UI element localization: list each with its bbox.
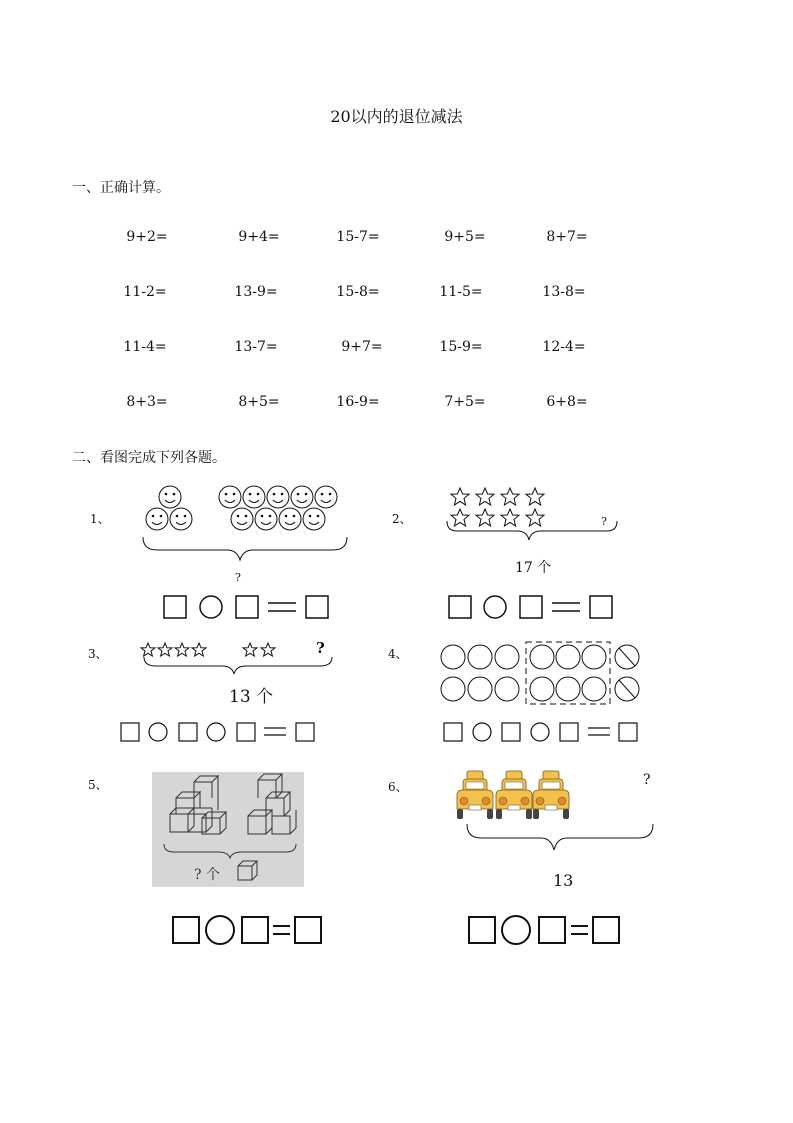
calc-item: 9+2= <box>126 229 168 245</box>
q5-equation <box>173 916 321 944</box>
q6-equation <box>469 916 619 944</box>
calc-item: 15-9= <box>439 339 483 355</box>
calc-item: 11-5= <box>439 284 483 300</box>
q3-number: 3、 <box>88 647 108 661</box>
calc-item: 16-9= <box>336 394 380 410</box>
q1-smileys <box>146 486 337 530</box>
q1-question-mark: ? <box>235 571 241 584</box>
q1-number: 1、 <box>90 512 110 526</box>
q2-number: 2、 <box>392 512 412 526</box>
calc-item: 9+7= <box>341 339 383 355</box>
calc-item: 13-8= <box>542 284 586 300</box>
q6-number: 6、 <box>388 780 408 794</box>
calc-item: 13-7= <box>234 339 278 355</box>
calc-item: 15-8= <box>336 284 380 300</box>
q1-equation <box>164 596 328 618</box>
q6-taxis <box>457 771 569 819</box>
calc-item: 8+3= <box>126 394 168 410</box>
page-title: 20以内的退位减法 <box>330 107 463 126</box>
calc-item: 11-4= <box>123 339 167 355</box>
q4-number: 4、 <box>388 647 408 661</box>
q3-brace <box>144 657 332 674</box>
q2-equation <box>449 596 612 618</box>
q6-question-mark: ? <box>643 772 651 788</box>
q3-stars <box>141 643 275 656</box>
q4-circles <box>441 642 639 704</box>
q5-number: 5、 <box>88 778 108 792</box>
q5-caption: ? 个 <box>194 867 220 883</box>
section-2-heading: 二、看图完成下列各题。 <box>72 450 226 466</box>
q5-picture <box>152 772 304 887</box>
calc-item: 11-2= <box>123 284 167 300</box>
section-1-heading: 一、正确计算。 <box>72 180 170 196</box>
calc-item: 9+4= <box>238 229 280 245</box>
calc-item: 6+8= <box>546 394 588 410</box>
q6-total: 13 <box>553 871 574 890</box>
calc-item: 8+5= <box>238 394 280 410</box>
calc-item: 7+5= <box>444 394 486 410</box>
cube-drawing <box>152 772 304 887</box>
q3-equation <box>121 723 314 741</box>
q2-stars <box>451 488 544 526</box>
calc-item: 9+5= <box>444 229 486 245</box>
q3-total: 13 个 <box>229 687 274 707</box>
q2-brace <box>447 521 617 540</box>
q1-brace <box>143 537 347 560</box>
calc-item: 8+7= <box>546 229 588 245</box>
q2-question-mark: ? <box>601 515 607 528</box>
calc-item: 15-7= <box>336 229 380 245</box>
calc-item: 13-9= <box>234 284 278 300</box>
q4-equation <box>444 723 637 741</box>
calc-item: 12-4= <box>542 339 586 355</box>
q6-brace <box>467 824 653 850</box>
q3-question-mark: ? <box>316 639 325 657</box>
q2-total: 17 个 <box>515 560 552 576</box>
